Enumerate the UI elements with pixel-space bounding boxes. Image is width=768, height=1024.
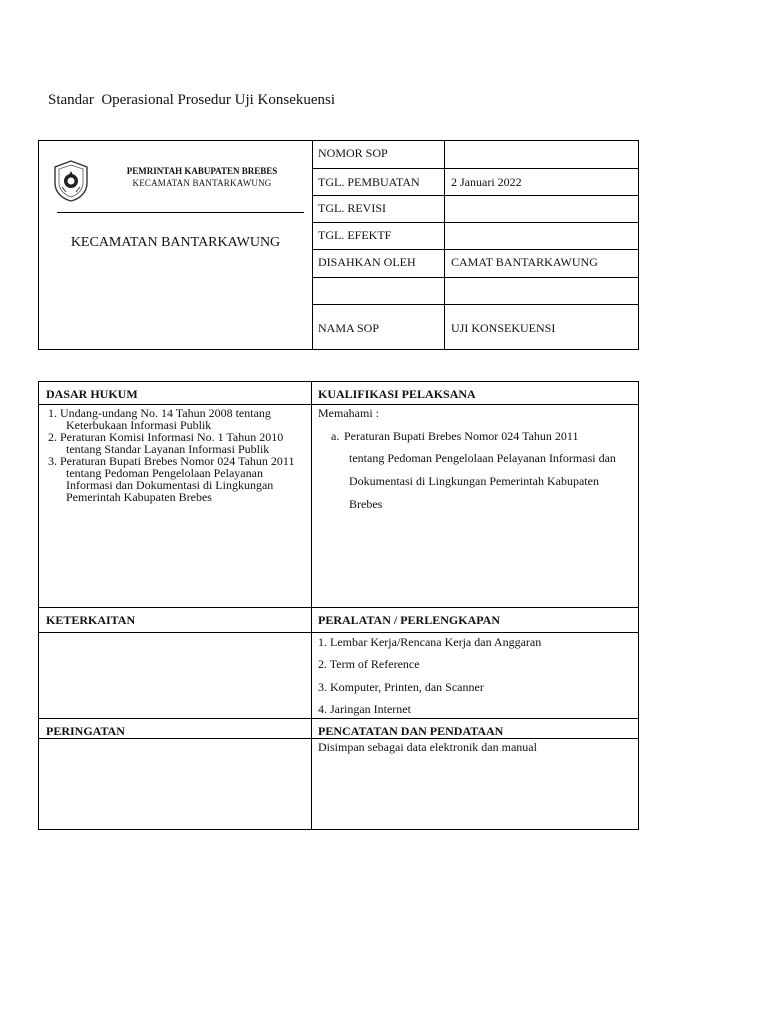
list-item: 4. Jaringan Internet — [318, 702, 411, 716]
regency-emblem-icon — [51, 159, 91, 203]
organization-name — [117, 165, 287, 189]
header-divider — [57, 212, 304, 213]
heading-pencatatan: PENCATATAN DAN PENDATAAN — [318, 724, 504, 738]
kualifikasi-line: Dokumentasi di Lingkungan Pemerintah Kabupaten — [349, 474, 599, 488]
kualifikasi-marker: a. — [331, 429, 340, 443]
meta-key: TGL. PEMBUATAN — [312, 169, 445, 195]
meta-key: NOMOR SOP — [312, 141, 445, 168]
list-item: 3. Peraturan Bupati Brebes Nomor 024 Tahun 2011 tentang Pedoman Pengelolaan Pelayanan Informasi dan Dokumentasi di Lingkungan Pemerintah Kabupaten Brebes — [48, 454, 295, 504]
meta-row-disahkan — [312, 250, 638, 278]
meta-key: TGL. EFEKTF — [312, 223, 445, 249]
column-divider — [311, 382, 312, 829]
list-item: 3. Komputer, Printen, dan Scanner — [318, 680, 484, 694]
kualifikasi-intro: Memahami : — [318, 406, 379, 420]
meta-row-tgl-revisi — [312, 196, 638, 223]
header-identity-cell — [39, 141, 313, 349]
meta-value: UJI KONSEKUENSI — [451, 321, 556, 335]
meta-key: DISAHKAN OLEH — [312, 250, 445, 277]
org-line-district: KECAMATAN BANTARKAWUNG — [132, 178, 272, 188]
meta-row-empty — [312, 278, 638, 305]
heading-kualifikasi: KUALIFIKASI PELAKSANA — [318, 387, 476, 401]
meta-key — [312, 278, 445, 304]
heading-dasar-hukum: DASAR HUKUM — [46, 387, 138, 401]
dasar-hukum-list — [44, 407, 306, 503]
sop-detail-table — [38, 381, 639, 830]
document-title: Standar Operasional Prosedur Uji Konsekuensi — [48, 92, 336, 108]
meta-row-nomor — [312, 141, 638, 169]
meta-row-tgl-pembuatan — [312, 169, 638, 196]
kualifikasi-item: Peraturan Bupati Brebes Nomor 024 Tahun 2011 — [344, 429, 579, 443]
meta-row-tgl-efektif — [312, 223, 638, 250]
heading-peringatan: PERINGATAN — [46, 724, 125, 738]
list-item: 1. Undang-undang No. 14 Tahun 2008 tentang Keterbukaan Informasi Publik — [48, 406, 271, 432]
meta-key: NAMA SOP — [312, 305, 445, 349]
row-divider — [39, 404, 638, 405]
pencatatan-text: Disimpan sebagai data elektronik dan manual — [318, 740, 537, 754]
unit-name: KECAMATAN BANTARKAWUNG — [70, 235, 281, 250]
list-item: 2. Peraturan Komisi Informasi No. 1 Tahun 2010 tentang Standar Layanan Informasi Publik — [48, 430, 284, 456]
heading-peralatan: PERALATAN / PERLENGKAPAN — [318, 613, 501, 627]
row-divider — [39, 718, 638, 719]
heading-keterkaitan: KETERKAITAN — [46, 613, 136, 627]
meta-value: 2 Januari 2022 — [451, 175, 522, 189]
sop-header-table — [38, 140, 639, 350]
list-item: 2. Term of Reference — [318, 657, 420, 671]
kualifikasi-line: Brebes — [349, 497, 383, 511]
meta-value: CAMAT BANTARKAWUNG — [451, 255, 598, 269]
row-divider — [39, 607, 638, 608]
org-line-government: PEMRINTAH KABUPATEN BREBES — [126, 166, 278, 176]
kualifikasi-line: tentang Pedoman Pengelolaan Pelayanan Informasi dan — [349, 451, 616, 465]
list-item: 1. Lembar Kerja/Rencana Kerja dan Anggaran — [318, 635, 542, 649]
meta-row-nama-sop — [312, 305, 638, 349]
meta-key: TGL. REVISI — [312, 196, 445, 222]
row-divider — [39, 632, 638, 633]
